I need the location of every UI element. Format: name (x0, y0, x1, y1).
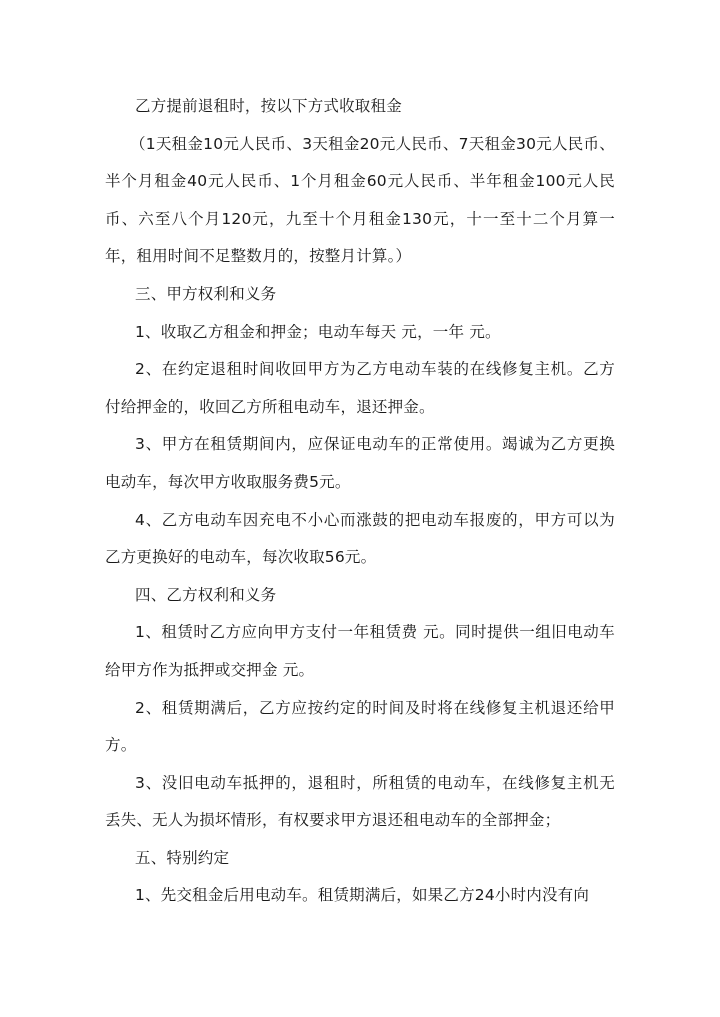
section-heading-party-a: 三、甲方权利和义务 (135, 284, 277, 303)
clause-a-2: 2、在约定退租时间收回甲方为乙方电动车装的在线修复主机。乙方付给押金的，收回乙方所租电动车，退还押金。 (105, 360, 615, 416)
clause-a-4: 4、乙方电动车因充电不小心而涨鼓的把电动车报废的，甲方可以为乙方更换好的电动车，每次收取56元。 (105, 510, 615, 567)
clause-b-2: 2、租赁期满后，乙方应按约定的时间及时将在线修复主机退还给甲方。 (105, 698, 615, 755)
section-heading-special: 五、特别约定 (135, 848, 230, 867)
clause-b-3: 3、没旧电动车抵押的，退租时，所租赁的电动车，在线修复主机无丢失、无人为损坏情形，有权要求甲方退还租电动车的全部押金； (105, 773, 615, 830)
section-heading-party-b: 四、乙方权利和义务 (135, 585, 277, 604)
clause-special-1: 1、先交租金后用电动车。租赁期满后，如果乙方24小时内没有向 (135, 886, 590, 905)
clause-b-1: 1、租赁时乙方应向甲方支付一年租赁费 元。同时提供一组旧电动车给甲方作为抵押或交押金 元。 (105, 623, 615, 679)
paragraph-early-termination: 乙方提前退租时，按以下方式收取租金 (135, 97, 402, 115)
clause-a-1: 1、收取乙方租金和押金；电动车每天 元，一年 元。 (135, 322, 501, 341)
document-body (105, 88, 615, 915)
paragraph-rent-schedule: （1天租金10元人民币、3天租金20元人民币、7天租金30元人民币、半个月租金40元人民币、1个月租金60元人民币、半年租金100元人民币、六至八个月120元，九至十个月租金130元，十一至十二个月算一年，租用时间不足整数月的，按整月计算。） (105, 134, 615, 266)
clause-a-3: 3、甲方在租赁期间内，应保证电动车的正常使用。竭诚为乙方更换电动车，每次甲方收取服务费5元。 (105, 435, 615, 491)
